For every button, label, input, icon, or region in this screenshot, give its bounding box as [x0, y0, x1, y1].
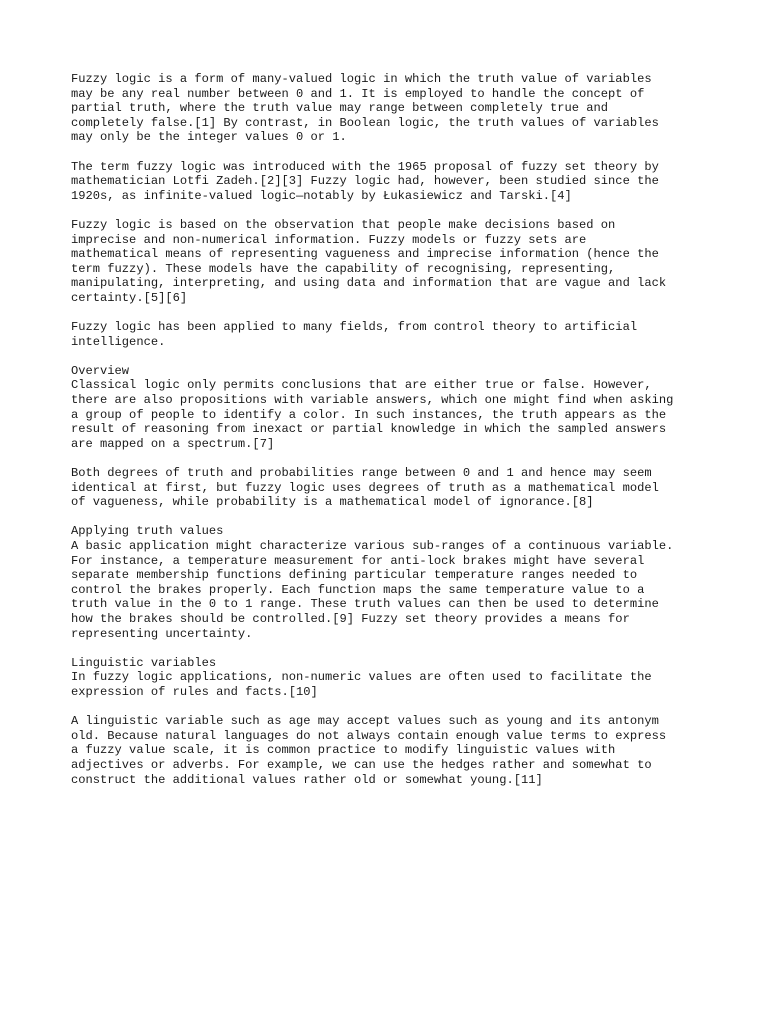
linguistic-paragraph-2: A linguistic variable such as age may accept values such as young and its antonym old. Because natural languages do not always contain enough value terms to express a fuzzy value scale, it is common practice to modify linguistic values with adjectives or adverbs. For example, we can use the hedges rather and somewhat to construct the additional values rather old or somewhat young.[11]	[71, 714, 667, 787]
applying-paragraph-1: A basic application might characterize various sub-ranges of a continuous variable. For instance, a temperature measurement for anti-lock brakes might have several separate membership functions defining particular temperature ranges needed to control the brakes properly. Each function maps the same temperature value to a truth value in the 0 to 1 range. These truth values can then be used to determine how the brakes should be controlled.[9] Fuzzy set theory provides a means for representing uncertainty.	[71, 539, 674, 641]
section-heading-overview: Overview	[71, 363, 130, 378]
section-heading-applying-truth-values: Applying truth values	[71, 524, 224, 539]
overview-paragraph-1: Classical logic only permits conclusions that are either true or false. However, there are also propositions with variable answers, which one might find when asking a group of people to identify a color. In such instances, the truth appears as the result of reasoning from inexact or partial knowledge in which the sampled answers are mapped on a spectrum.[7]	[71, 378, 674, 451]
section-heading-linguistic-variables: Linguistic variables	[71, 655, 217, 670]
intro-paragraph-1: Fuzzy logic is a form of many-valued logic in which the truth value of variables may be any real number between 0 and 1. It is employed to handle the concept of partial truth, where the truth value may range between completely true and completely false.[1] By contrast, in Boolean logic, the truth values of variables may only be the integer values 0 or 1.	[71, 72, 659, 145]
overview-paragraph-2: Both degrees of truth and probabilities range between 0 and 1 and hence may seem identical at first, but fuzzy logic uses degrees of truth as a mathematical model of vagueness, while probability is a mathematical model of ignorance.[8]	[71, 466, 659, 510]
document-page	[71, 72, 711, 802]
section-linguistic-variables	[71, 656, 711, 787]
linguistic-paragraph-1: In fuzzy logic applications, non-numeric values are often used to facilitate the expression of rules and facts.[10]	[71, 670, 652, 699]
intro-paragraph-2: The term fuzzy logic was introduced with the 1965 proposal of fuzzy set theory by mathematician Lotfi Zadeh.[2][3] Fuzzy logic had, however, been studied since the 1920s, as infinite-valued logic—notably by Łukasiewicz and Tarski.[4]	[71, 159, 659, 203]
section-applying-truth-values	[71, 524, 711, 641]
intro-paragraph-3: Fuzzy logic is based on the observation that people make decisions based on imprecise and non-numerical information. Fuzzy models or fuzzy sets are mathematical means of representing vagueness and imprecise information (hence the term fuzzy). These models have the capability of recognising, representing, manipulating, interpreting, and using data and information that are vague and lack certainty.[5][6]	[71, 217, 667, 305]
intro-paragraph-4: Fuzzy logic has been applied to many fields, from control theory to artificial intelligence.	[71, 320, 638, 349]
section-overview	[71, 364, 711, 510]
